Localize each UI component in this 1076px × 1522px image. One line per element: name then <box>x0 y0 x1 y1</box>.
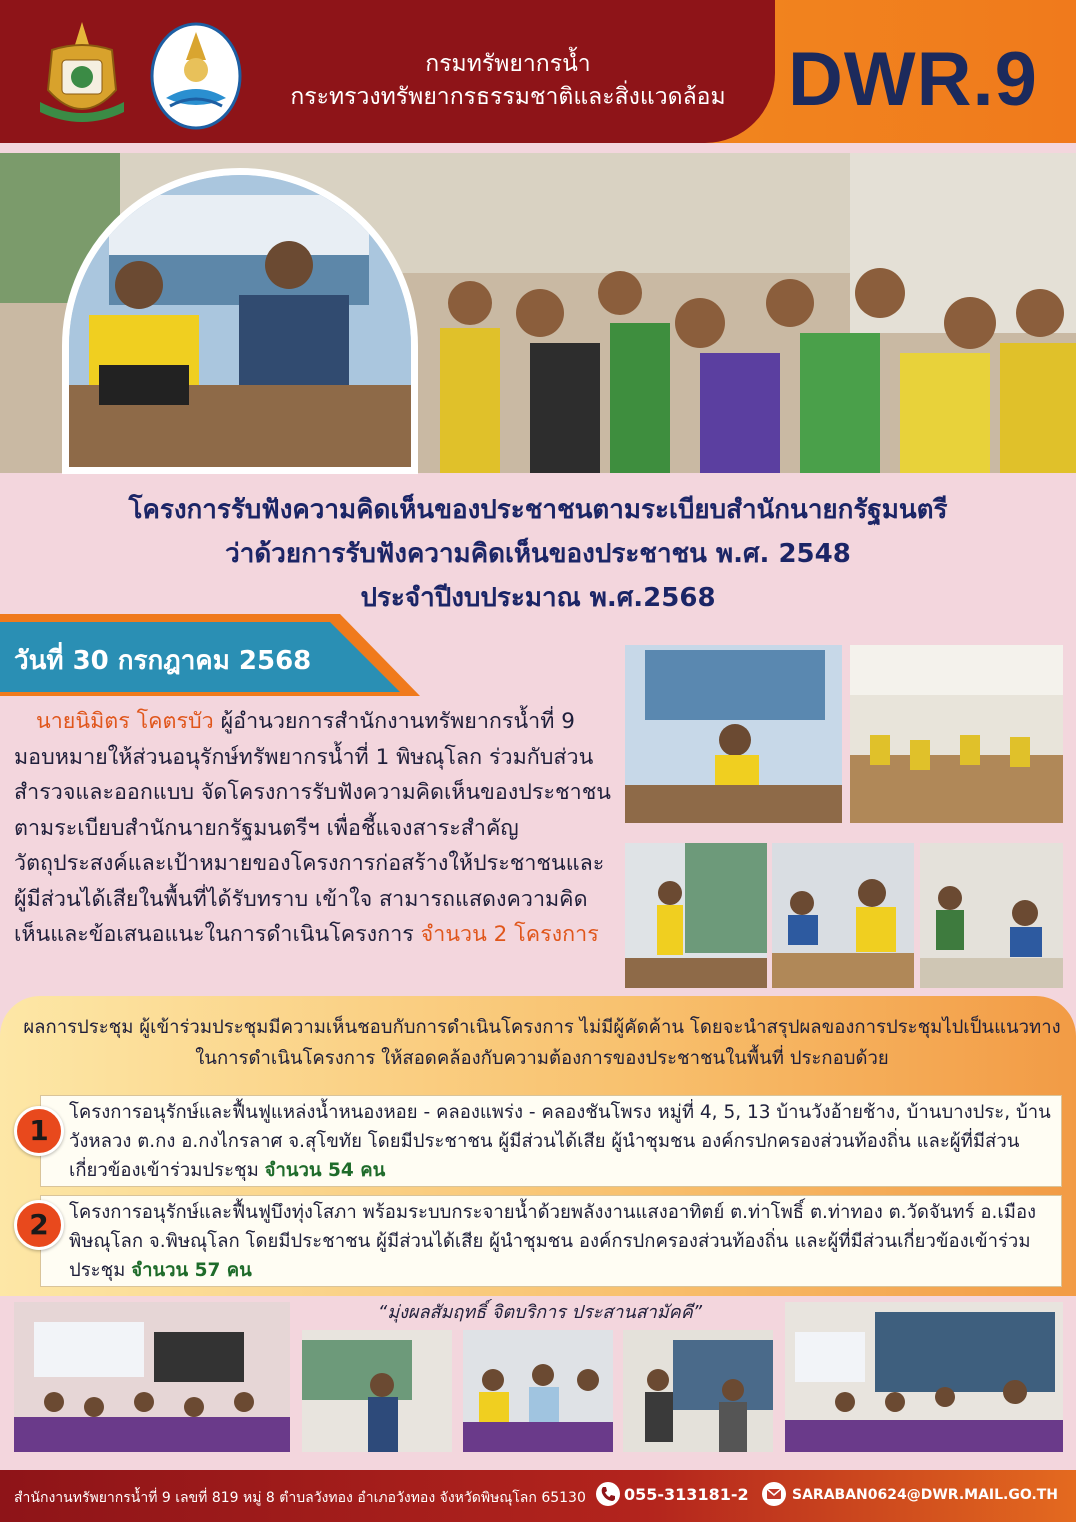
photo-microphone-speaker <box>772 843 914 988</box>
bottom-photo-4 <box>623 1330 773 1452</box>
title-line-2: ว่าด้วยการรับฟังความคิดเห็นของประชาชน พ.ศ. 2548 <box>225 539 851 569</box>
org-line-1: กรมทรัพยากรน้ำ <box>425 51 591 77</box>
item-number-2: 2 <box>14 1200 64 1250</box>
photo-speaker <box>625 645 842 823</box>
project-item-2 <box>40 1195 1062 1287</box>
title-line-3: ประจำปีงบประมาณ พ.ศ.2568 <box>360 583 716 613</box>
project-item-1 <box>40 1095 1062 1187</box>
project-1-text: โครงการอนุรักษ์และฟื้นฟูแหล่งน้ำหนองหอย - คลองแพร่ง - คลองชันโพรง หมู่ที่ 4, 5, 13 บ้านวังอ้ายช้าง, บ้านบางประ, บ้านวังหลวง ต.กง อ.กงไกรลาศ จ.สุโขทัย โดยมีประชาชน ผู้มีส่วนได้เสีย ผู้นำชุมชน องค์กรปกครองส่วนท้องถิ่น และผู้ที่มีส่วนเกี่ยวข้องเข้าร่วมประชุม <box>69 1102 1051 1181</box>
photo-registration <box>920 843 1063 988</box>
director-name: นายนิมิตร โคตรบัว <box>36 709 214 734</box>
page-title <box>20 488 1056 620</box>
title-line-1: โครงการรับฟังความคิดเห็นของประชาชนตามระเบียบสำนักนายกรัฐมนตรี <box>128 495 948 525</box>
motto: “มุ่งผลสัมฤทธิ์ จิตบริการ ประสานสามัคคี” <box>377 1302 703 1323</box>
project-2-text: โครงการอนุรักษ์และฟื้นฟูบึงทุ่งโสภา พร้อมระบบกระจายน้ำด้วยพลังงานแสงอาทิตย์ ต.ท่าโพธิ์ ต.ท่าทอง ต.วัดจันทร์ อ.เมืองพิษณุโลก จ.พิษณุโลก โดยมีประชาชน ผู้มีส่วนได้เสีย ผู้นำชุมชน องค์กรปกครองส่วนท้องถิ่น และผู้ที่มีส่วนเกี่ยวข้องเข้าร่วมประชุม <box>69 1202 1037 1281</box>
footer-email: SARABAN0624@DWR.MAIL.GO.TH <box>792 1487 1059 1503</box>
footer-address: สำนักงานทรัพยากรน้ำที่ 9 เลขที่ 819 หมู่ 8 ตำบลวังทอง อำเภอวังทอง จังหวัดพิษณุโลก 65130 <box>14 1490 586 1506</box>
item-number-1: 1 <box>14 1106 64 1156</box>
phone-icon <box>596 1482 620 1506</box>
result-summary: ผลการประชุม ผู้เข้าร่วมประชุมมีความเห็นชอบกับการดำเนินโครงการ ไม่มีผู้คัดค้าน โดยจะนำสรุปผลของการประชุมไปเป็นแนวทางในการดำเนินโครงการ ให้สอดคล้องกับความต้องการของประชาชนในพื้นที่ ประกอบด้วย <box>23 1017 1061 1069</box>
body-paragraph <box>14 704 614 953</box>
body-text: ผู้อำนวยการสำนักงานทรัพยากรน้ำที่ 9 มอบหมายให้ส่วนอนุรักษ์ทรัพยากรน้ำที่ 1 พิษณุโลก ร่วมกับส่วนสำรวจและออกแบบ จัดโครงการรับฟังความคิดเห็นของประชาชนตามระเบียบสำนักนายกรัฐมนตรีฯ เพื่อชี้แจงสาระสำคัญวัตถุประสงค์และเป้าหมายของโครงการก่อสร้างให้ประชาชนและผู้มีส่วนได้เสียในพื้นที่ได้รับทราบ เข้าใจ สามารถแสดงความคิดเห็นและข้อเสนอแนะในการดำเนินโครงการ <box>14 709 611 947</box>
ministry-emblem-logo <box>32 20 132 130</box>
photo-presenter-map <box>625 843 767 988</box>
project-2-count: จำนวน 57 คน <box>131 1260 252 1281</box>
project-1-count: จำนวน 54 คน <box>264 1160 386 1181</box>
bottom-photo-3 <box>463 1330 613 1452</box>
meeting-date: วันที่ 30 กรกฎาคม 2568 <box>14 646 312 676</box>
footer-phone: 055-313181-2 <box>624 1485 749 1504</box>
email-icon <box>762 1482 786 1506</box>
bottom-photo-2 <box>302 1330 452 1452</box>
bottom-photo-5 <box>785 1302 1063 1452</box>
dwr-code: DWR.9 <box>788 37 1038 122</box>
organization-name <box>258 48 758 114</box>
dwr-logo <box>150 20 242 130</box>
bottom-photo-1 <box>14 1302 290 1452</box>
org-line-2: กระทรวงทรัพยากรธรรมชาติและสิ่งแวดล้อม <box>290 84 726 110</box>
project-count: จำนวน 2 โครงการ <box>420 922 599 947</box>
photo-hall <box>850 645 1063 823</box>
